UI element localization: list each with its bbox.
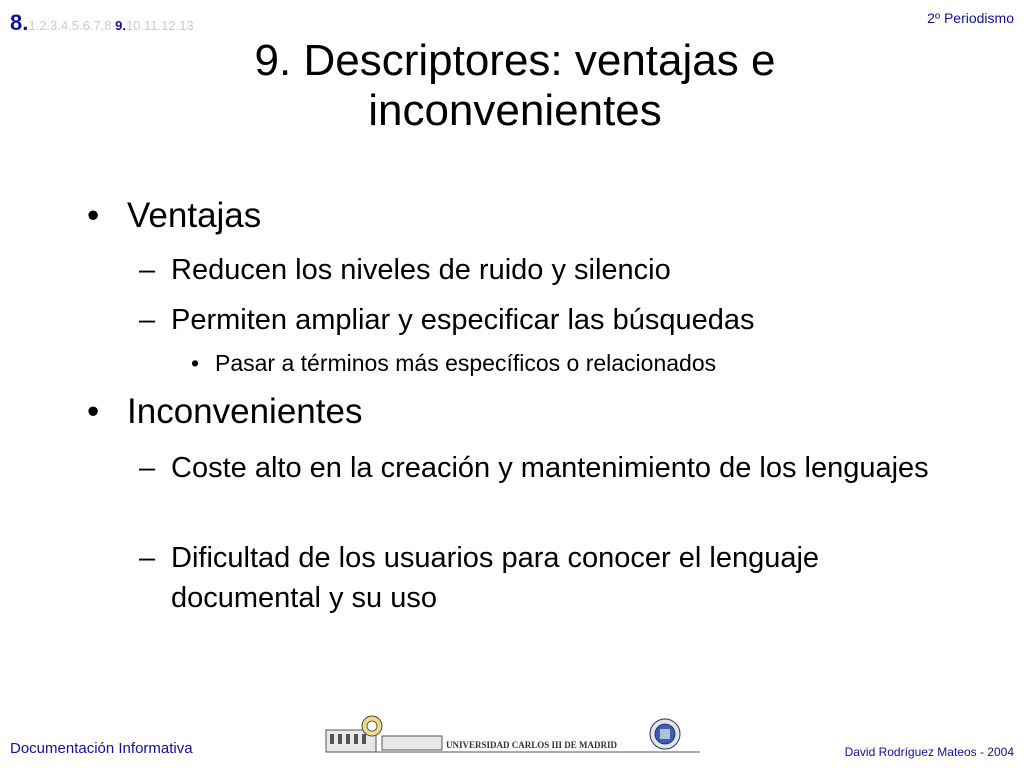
subsubitem: [191, 350, 717, 377]
nav-slide-links[interactable]: 1.2.3.4.5.6.7.8: [28, 18, 112, 33]
bullet-ventajas: [87, 196, 262, 236]
dash-marker: –: [139, 452, 156, 484]
subitem: [139, 538, 951, 618]
subitem: [139, 448, 931, 488]
university-logo: [320, 712, 700, 762]
footer-course-name: Documentación Informativa: [10, 740, 193, 757]
slide-title: 9. Descriptores: ventajas e inconvenientes: [254, 36, 776, 135]
bullet-marker: •: [87, 196, 100, 235]
dash-marker: –: [139, 304, 156, 336]
nav-section-number[interactable]: 8.: [10, 10, 29, 35]
subitem: [139, 250, 951, 290]
dash-marker: –: [139, 542, 156, 574]
bullet-label: Ventajas: [127, 196, 262, 235]
subitem-text: Reducen los niveles de ruido y silencio: [171, 254, 671, 286]
slide-navigation: [10, 10, 194, 36]
course-label: 2º Periodismo: [927, 10, 1014, 26]
footer-author: David Rodríguez Mateos - 2004: [844, 745, 1014, 759]
subitem-text: Permiten ampliar y especificar las búsquedas: [171, 304, 755, 336]
bullet-marker: •: [191, 350, 200, 376]
subsubitem-text: Pasar a términos más específicos o relacionados: [215, 350, 717, 376]
subitem-text: Coste alto en la creación y mantenimiento de los lenguajes: [171, 452, 929, 484]
subitem: [139, 300, 951, 340]
nav-current-slide[interactable]: 9.: [115, 18, 126, 33]
dash-marker: –: [139, 254, 156, 286]
bullet-label: Inconvenientes: [127, 392, 363, 431]
bullet-marker: •: [87, 392, 100, 431]
bullet-inconvenientes: [87, 392, 363, 432]
subitem-text: Dificultad de los usuarios para conocer el lenguaje documental y su uso: [171, 542, 820, 614]
logo-text: UNIVERSIDAD CARLOS III DE MADRID: [446, 740, 618, 750]
nav-slide-links-after[interactable]: 10.11.12.13: [125, 18, 194, 33]
